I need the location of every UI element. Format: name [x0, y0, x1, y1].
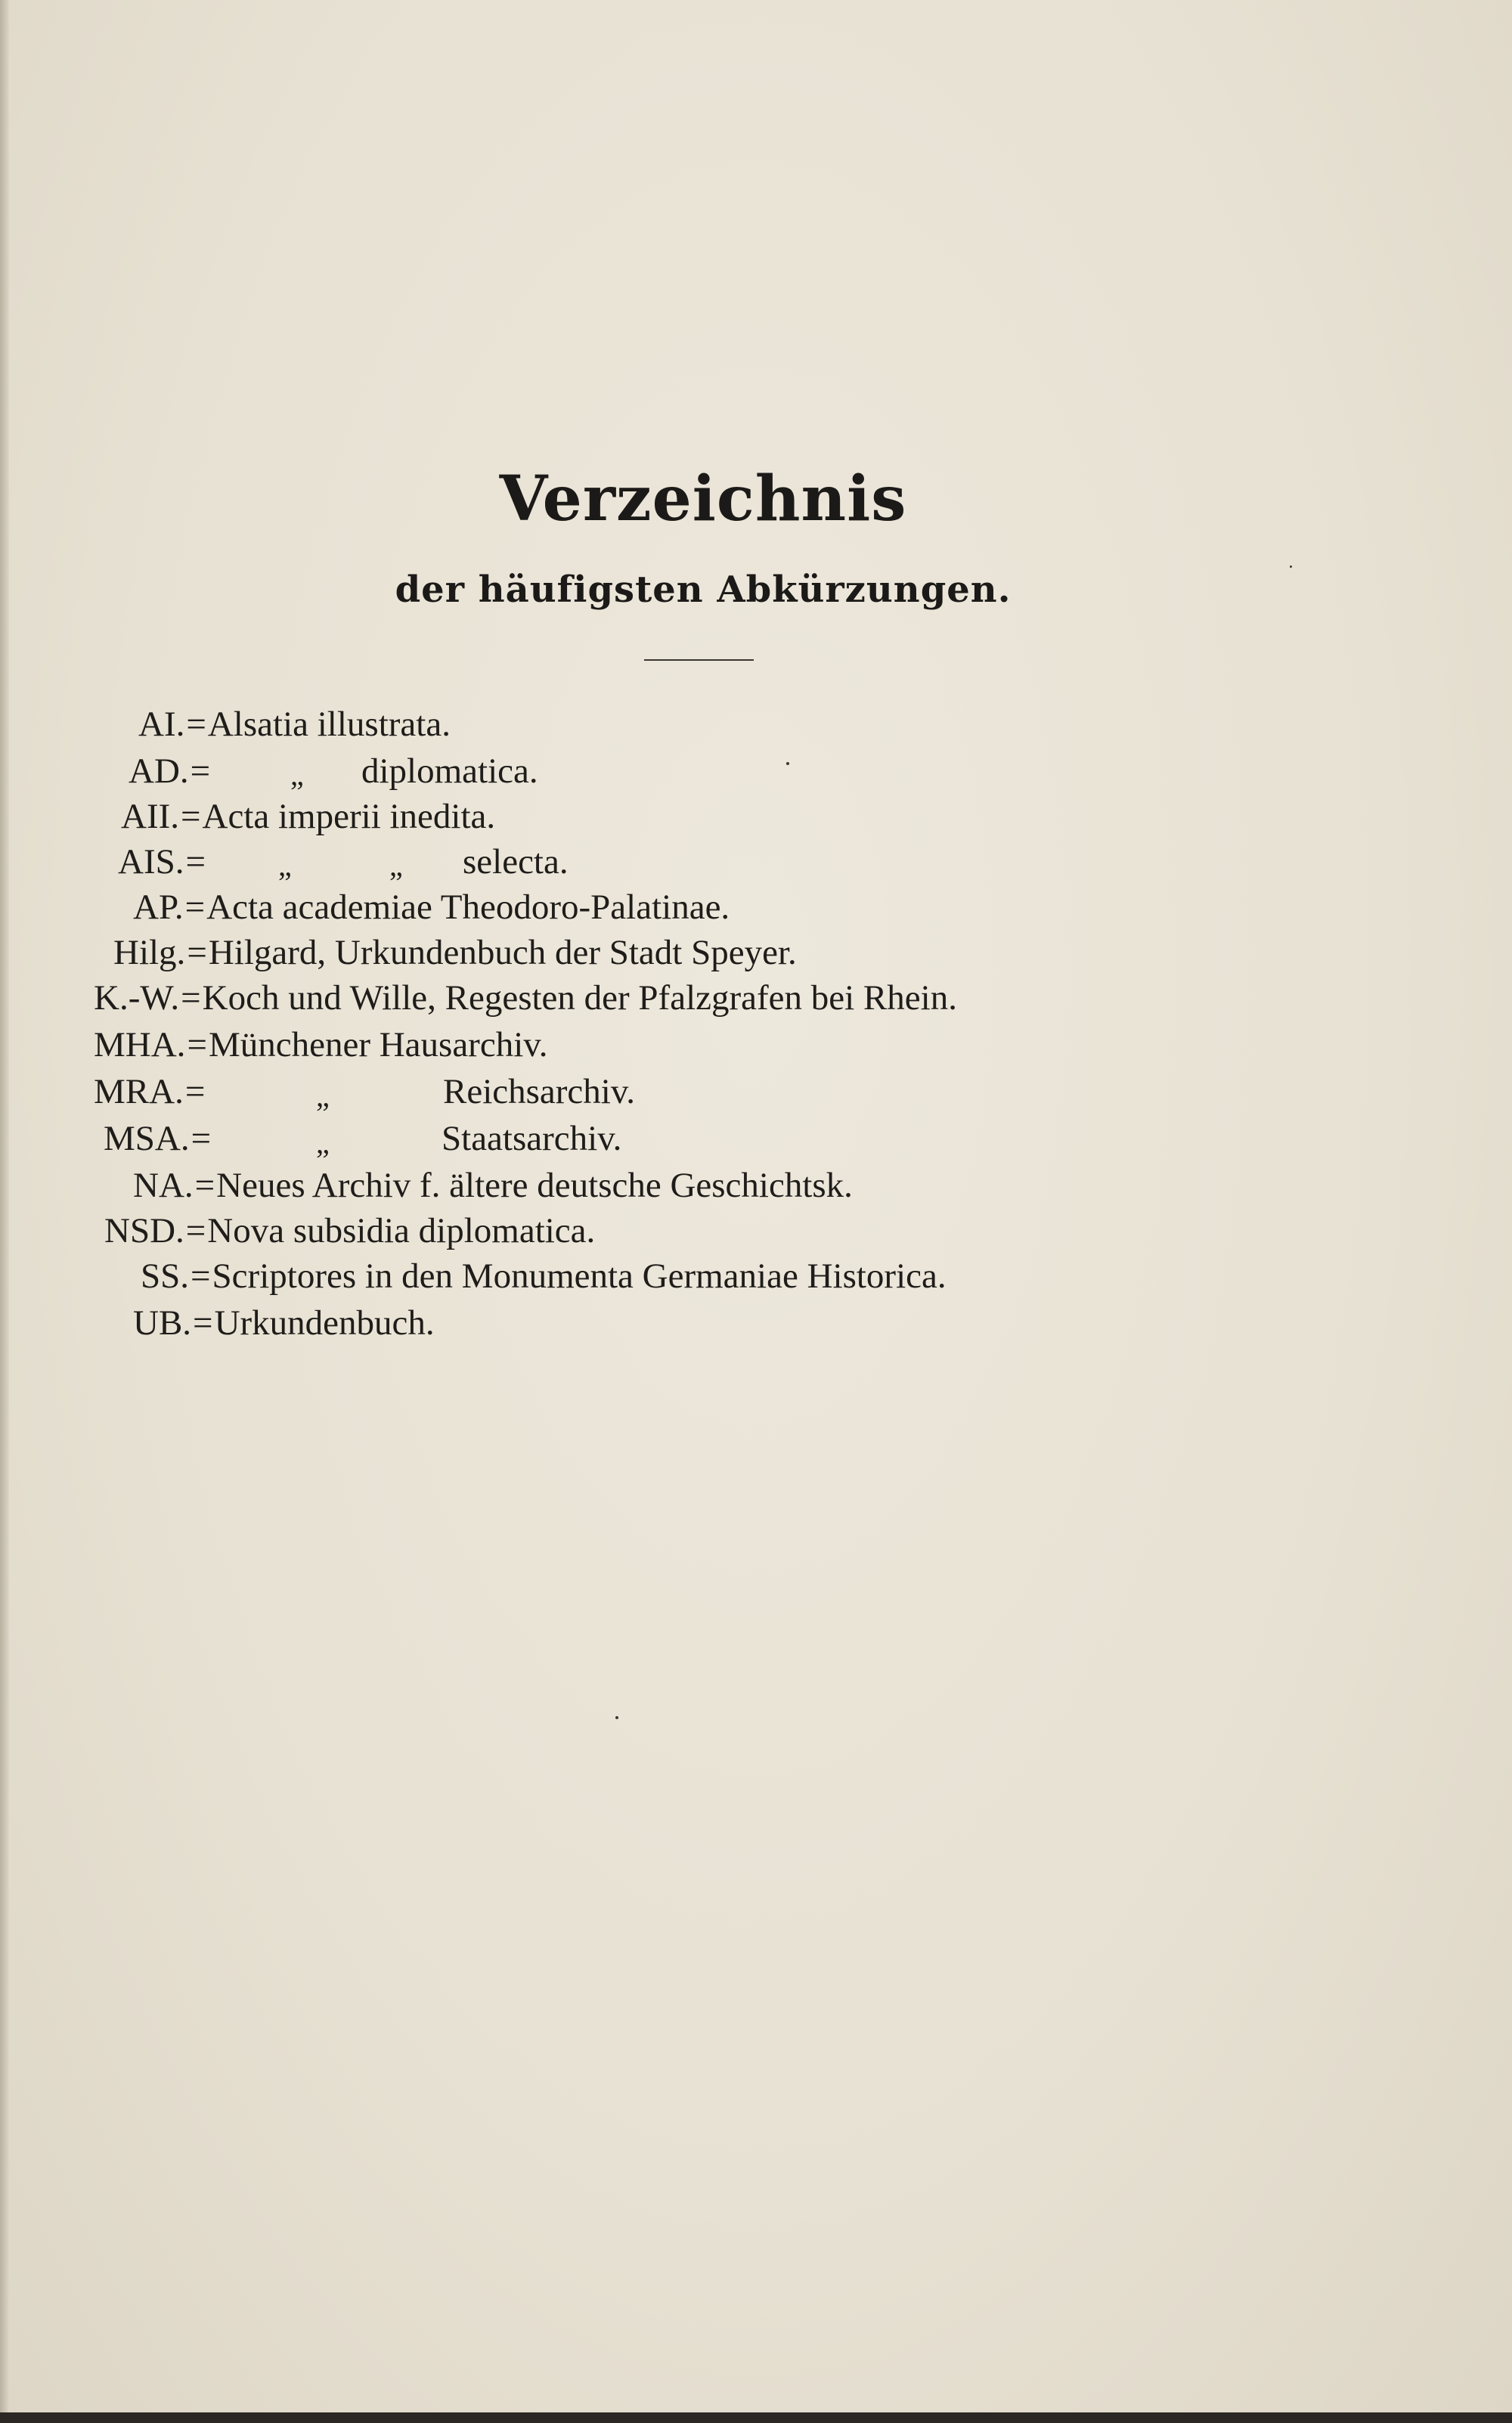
expansion: Staatsarchiv.	[442, 1119, 622, 1158]
equals-sign: =	[191, 1119, 212, 1158]
expansion: Nova subsidia diplomatica.	[207, 1211, 596, 1250]
paper-speck	[615, 1716, 618, 1719]
list-item	[113, 935, 797, 971]
equals-sign: =	[185, 1211, 206, 1250]
list-item	[94, 1027, 547, 1063]
equals-sign: =	[184, 888, 206, 927]
expansion: Reichsarchiv.	[443, 1072, 636, 1111]
expansion: Neues Archiv f. ältere deutsche Geschichtsk.	[216, 1166, 853, 1205]
equals-sign: =	[181, 797, 201, 836]
page-subtitle: der häufigsten Abkürzungen.	[395, 569, 1012, 611]
list-item	[133, 1168, 853, 1204]
abbreviation: AIS.	[118, 842, 184, 882]
page-left-edge	[0, 0, 9, 2423]
equals-sign: =	[191, 1256, 211, 1296]
expansion: Koch und Wille, Regesten der Pfalzgrafen bei Rhein.	[202, 978, 957, 1018]
ditto-mark: „	[389, 848, 403, 882]
ditto-mark: „	[290, 758, 304, 792]
list-item	[94, 978, 957, 1018]
expansion: Alsatia illustrata.	[207, 705, 451, 744]
abbreviation: AD.	[129, 751, 189, 791]
equals-sign: =	[185, 842, 206, 882]
ditto-mark: „	[316, 1079, 330, 1113]
list-item	[121, 799, 495, 835]
ditto-mark: „	[316, 1126, 330, 1160]
expansion: diplomatica.	[361, 751, 538, 791]
abbreviation: NSD.	[104, 1211, 184, 1250]
abbreviation: UB.	[133, 1303, 192, 1343]
list-item	[104, 1121, 212, 1157]
divider	[644, 659, 754, 661]
equals-sign: =	[187, 933, 207, 972]
expansion: Acta imperii inedita.	[202, 797, 496, 836]
expansion: Acta academiae Theodoro-Palatinae.	[206, 888, 730, 927]
equals-sign: =	[186, 705, 206, 744]
equals-sign: =	[193, 1303, 213, 1343]
abbreviation: MSA.	[104, 1119, 190, 1158]
expansion: Hilgard, Urkundenbuch der Stadt Speyer.	[208, 933, 797, 972]
abbreviation: AI.	[138, 705, 185, 744]
abbreviation: Hilg.	[113, 933, 186, 972]
abbreviation: K.-W.	[94, 978, 180, 1018]
abbreviation: AII.	[121, 797, 179, 836]
equals-sign: =	[190, 751, 211, 791]
equals-sign: =	[184, 1072, 206, 1111]
equals-sign: =	[181, 978, 201, 1018]
list-item	[141, 1256, 947, 1296]
expansion: Urkundenbuch.	[214, 1303, 435, 1343]
expansion: selecta.	[463, 842, 569, 882]
paper-speck	[786, 762, 789, 765]
abbreviation: NA.	[133, 1166, 194, 1205]
paper-speck	[1290, 565, 1292, 568]
list-item	[129, 751, 212, 791]
ditto-mark: „	[278, 848, 292, 882]
equals-sign: =	[187, 1025, 207, 1064]
equals-sign: =	[194, 1166, 215, 1205]
abbreviation: MRA.	[94, 1072, 184, 1111]
page-bottom-edge	[0, 2412, 1512, 2423]
abbreviation: AP.	[133, 888, 184, 927]
list-item	[133, 1303, 435, 1343]
expansion: Münchener Hausarchiv.	[208, 1025, 548, 1064]
expansion: Scriptores in den Monumenta Germaniae Historica.	[212, 1256, 947, 1296]
abbreviation: SS.	[141, 1256, 190, 1296]
list-item	[104, 1213, 595, 1249]
list-item	[118, 844, 207, 880]
list-item	[94, 1074, 206, 1110]
list-item	[133, 890, 730, 925]
list-item	[138, 707, 451, 742]
page-title: Verzeichnis	[499, 463, 907, 535]
abbreviation: MHA.	[94, 1025, 186, 1064]
